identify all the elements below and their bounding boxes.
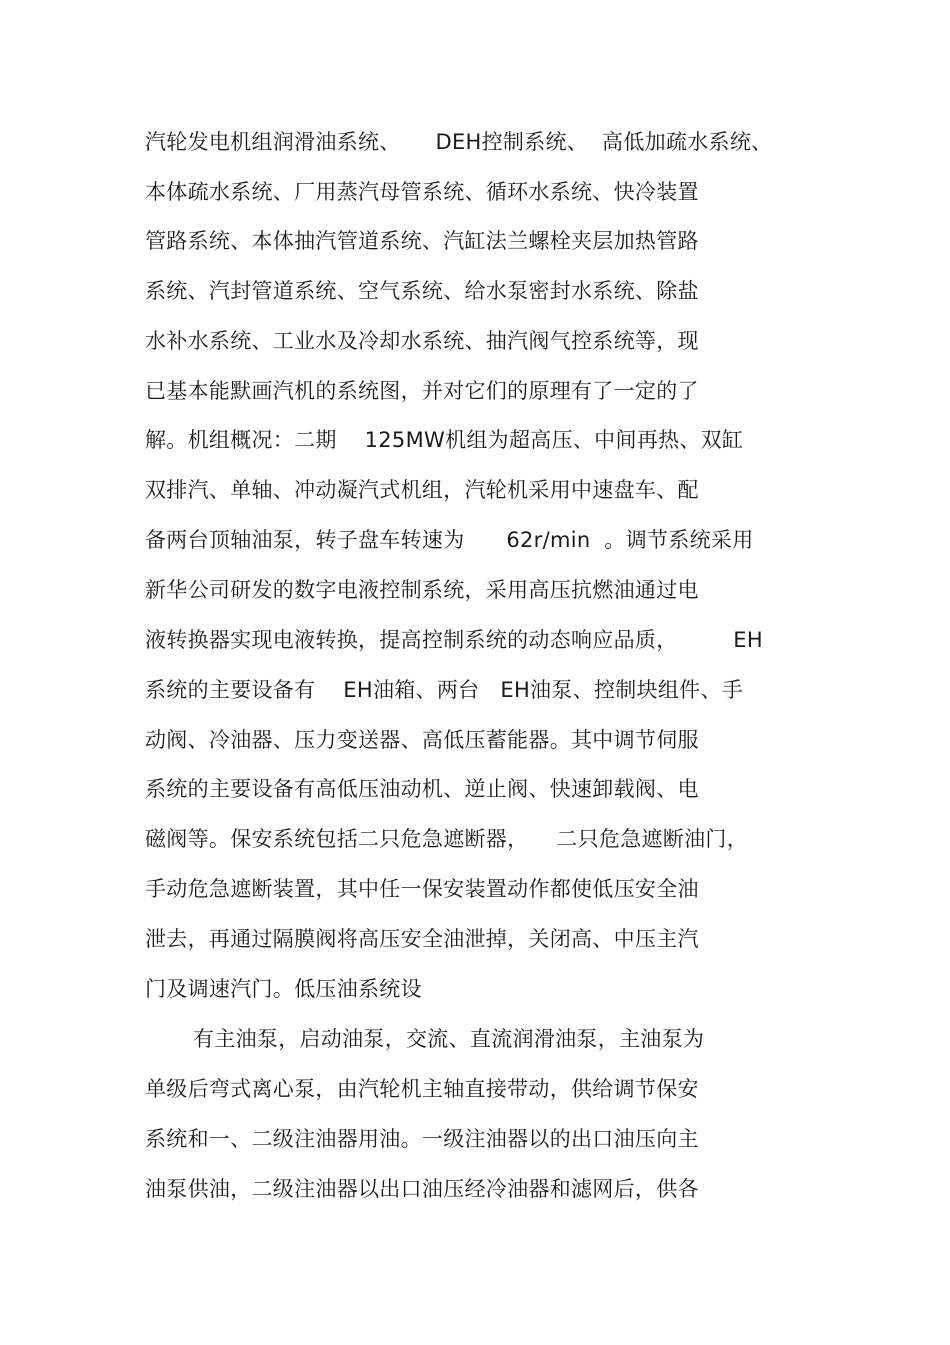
text-line: 动阀、冷油器、压力变送器、高低压蓄能器。其中调节伺服 [145, 728, 699, 752]
paragraph-first-line: 有主油泵，启动油泵，交流、直流润滑油泵，主油泵为 [193, 1027, 705, 1051]
text-line: 系统、汽封管道系统、空气系统、给水泵密封水系统、除盐 [145, 279, 699, 303]
text-line: 已基本能默画汽机的系统图，并对它们的原理有了一定的了 [145, 379, 699, 403]
text-line: 本体疏水系统、厂用蒸汽母管系统、循环水系统、快冷装置 [145, 180, 699, 204]
text-line: 管路系统、本体抽汽管道系统、汽缸法兰螺栓夹层加热管路 [145, 229, 699, 253]
text-line: 门及调速汽门。低压油系统设 [145, 977, 422, 1001]
text-line: 液转换器实现电液转换，提高控制系统的动态响应品质， EH [145, 628, 763, 652]
text-line: 备两台顶轴油泵，转子盘车转速为 62r/min 。调节系统采用 [145, 528, 754, 552]
text-line: 系统的主要设备有 EH油箱、两台 EH油泵、控制块组件、手 [145, 678, 744, 702]
text-line: 泄去，再通过隔膜阀将高压安全油泄掉，关闭高、中压主汽 [145, 927, 699, 951]
text-line: 系统的主要设备有高低压油动机、逆止阀、快速卸载阀、电 [145, 777, 699, 801]
text-line: 水补水系统、工业水及冷却水系统、抽汽阀气控系统等，现 [145, 329, 699, 353]
text-line: 双排汽、单轴、冲动凝汽式机组，汽轮机采用中速盘车、配 [145, 478, 699, 502]
text-line: 油泵供油，二级注油器以出口油压经冷油器和滤网后，供各 [145, 1177, 699, 1201]
text-line: 手动危急遮断装置，其中任一保安装置动作都使低压安全油 [145, 877, 699, 901]
text-line: 汽轮发电机组润滑油系统、 DEH控制系统、 高低加疏水系统、 [145, 130, 773, 154]
text-line: 系统和一、二级注油器用油。一级注油器以的出口油压向主 [145, 1127, 699, 1151]
text-line: 新华公司研发的数字电液控制系统，采用高压抗燃油通过电 [145, 578, 699, 602]
text-line: 解。机组概况：二期 125MW机组为超高压、中间再热、双缸 [145, 428, 744, 452]
text-line: 磁阀等。保安系统包括二只危急遮断器， 二只危急遮断油门， [145, 827, 748, 851]
text-line: 单级后弯式离心泵，由汽轮机主轴直接带动，供给调节保安 [145, 1077, 699, 1101]
